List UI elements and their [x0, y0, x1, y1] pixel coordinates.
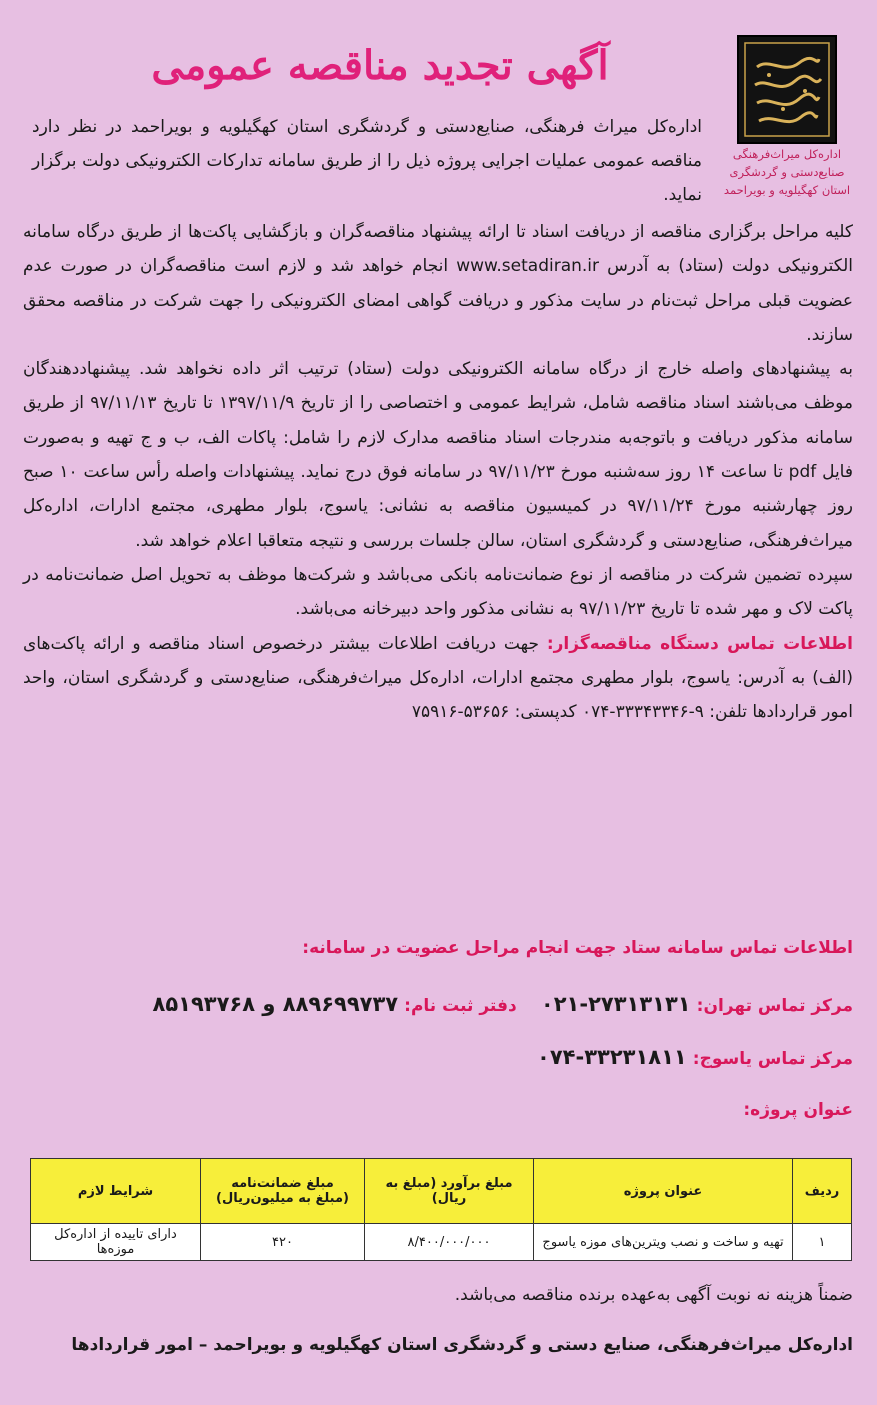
cell-conditions: دارای تاییده از اداره‌کل موزه‌ها [31, 1224, 201, 1261]
col-row-header: ردیف [793, 1159, 852, 1224]
logo-caption [717, 145, 857, 199]
table-row [31, 1224, 852, 1261]
cell-estimate: ۸/۴۰۰/۰۰۰/۰۰۰ [365, 1224, 534, 1261]
calligraphy-logo-icon [739, 37, 835, 142]
body-paragraph: سپرده تضمین شرکت در مناقصه از نوع ضمانت‌نامه بانکی می‌باشد و شرکت‌ها موظف به تحویل اصل ضمانت‌نامه در پاکت لاک و مهر شده تا تاریخ ۹۷/۱۱/۲۳ به نشانی مذکور واحد دبیرخانه می‌باشد. [23, 564, 853, 620]
yasuj-contact [23, 1045, 853, 1069]
cell-guarantee: ۴۲۰ [201, 1224, 365, 1261]
col-title-header: عنوان پروژه [534, 1159, 793, 1224]
table-header-row [31, 1159, 852, 1224]
project-table [30, 1158, 852, 1261]
organization-logo [737, 35, 837, 144]
office-label: دفتر ثبت نام: [404, 996, 517, 1016]
guarantee-header-line: مبلغ ضمانت‌نامه [231, 1176, 334, 1191]
logo-caption-line: صنایع‌دستی و گردشگری [729, 165, 845, 179]
col-guarantee-header [201, 1159, 365, 1224]
contact-heading: اطلاعات تماس دستگاه مناقصه‌گزار: [546, 633, 853, 654]
tehran-contact [23, 992, 853, 1016]
tehran-number: ۲۷۳۱۳۱۳۱-۰۲۱ [540, 992, 691, 1016]
cell-row: ۱ [793, 1224, 852, 1261]
footer-signature: اداره‌کل میراث‌فرهنگی، صنایع دستی و گردشگری استان کهگیلویه و بویراحمد – امور قراردادها [71, 1335, 853, 1355]
logo-caption-line: اداره‌کل میراث‌فرهنگی [732, 147, 842, 161]
project-heading: عنوان پروژه: [743, 1100, 853, 1120]
tehran-label: مرکز تماس تهران: [696, 996, 853, 1016]
office-numbers: ۸۸۹۶۹۹۷۳۷ و ۸۵۱۹۳۷۶۸ [152, 992, 399, 1016]
contact-text: جهت دریافت اطلاعات بیشتر درخصوص اسناد مناقصه و ارائه پاکت‌های (الف) به آدرس: یاسوج، بلوار مطهری مجتمع ادارات، اداره‌کل میراث‌فرهنگی، صنایع‌دستی و گردشگری استان، واحد امور قراردادها تلفن: ۹-۳۳۳۴۳۳۴۶-۰۷۴ کدپستی: ۵۳۶۵۶-۷۵۹۱۶ [23, 633, 853, 723]
yasuj-label: مرکز تماس یاسوج: [692, 1049, 853, 1069]
setad-heading: اطلاعات تماس سامانه ستاد جهت انجام مراحل عضویت در سامانه: [302, 938, 853, 958]
notice-title: آگهی تجدید مناقصه عمومی [151, 42, 609, 89]
col-conditions-header: شرایط لازم [31, 1159, 201, 1224]
yasuj-number: ۳۳۲۳۱۸۱۱-۰۷۴ [537, 1045, 687, 1069]
contact-paragraph [23, 627, 853, 730]
footnote: ضمناً هزینه نه نوبت آگهی به‌عهده برنده مناقصه می‌باشد. [454, 1285, 853, 1305]
body-paragraph: کلیه مراحل برگزاری مناقصه از دریافت اسناد تا ارائه پیشنهاد مناقصه‌گران و بازگشایی پاکت‌ها از طریق درگاه سامانه الکترونیکی دولت (ستاد) به آدرس www.setadiran.ir انجام خواهد شد و لازم است مناقصه‌گران در صورت عدم عضویت قبلی مراحل ثبت‌نام در سایت مذکور و دریافت گواهی امضای الکترونیکی را جهت شرکت در مناقصه محقق سازند. [23, 222, 853, 345]
col-estimate-header: مبلغ برآورد (مبلغ به ریال) [365, 1159, 534, 1224]
intro-paragraph: اداره‌کل میراث فرهنگی، صنایع‌دستی و گردشگری استان کهگیلویه و بویراحمد در نظر دارد مناقصه عمومی عملیات اجرایی پروژه ذیل را از طریق سامانه تدارکات الکترونیکی دولت برگزار نماید. [32, 117, 702, 205]
notice-body [23, 215, 853, 729]
guarantee-header-line: (مبلغ به میلیون‌ریال) [216, 1191, 349, 1206]
body-paragraph: به پیشنهادهای واصله خارج از درگاه سامانه الکترونیکی دولت (ستاد) ترتیب اثر داده نخواهد شد. پیشنهاددهندگان موظف می‌باشند اسناد مناقصه شامل، شرایط عمومی و اختصاصی را از تاریخ ۱۳۹۷/۱۱/۹ تا تاریخ ۹۷/۱۱/۱۳ از طریق سامانه مذکور دریافت و باتوجه‌به مندرجات اسناد مناقصه مدارک لازم را شامل: پاکات الف، ب و ج تهیه و به‌صورت فایل pdf تا ساعت ۱۴ روز سه‌شنبه مورخ ۹۷/۱۱/۲۳ در سامانه فوق درج نماید. پیشنهادات واصله رأس ساعت ۱۰ صبح روز چهارشنبه مورخ ۹۷/۱۱/۲۴ در کمیسیون مناقصه به نشانی: یاسوج، بلوار مطهری، مجتمع ادارات، اداره‌کل میراث‌فرهنگی، صنایع‌دستی و گردشگری استان، سالن جلسات بررسی و نتیجه متعاقبا اعلام خواهد شد. [23, 359, 853, 551]
logo-caption-line: استان کهگیلویه و بویراحمد [723, 183, 851, 197]
cell-title: تهیه و ساخت و نصب ویترین‌های موزه یاسوج [534, 1224, 793, 1261]
